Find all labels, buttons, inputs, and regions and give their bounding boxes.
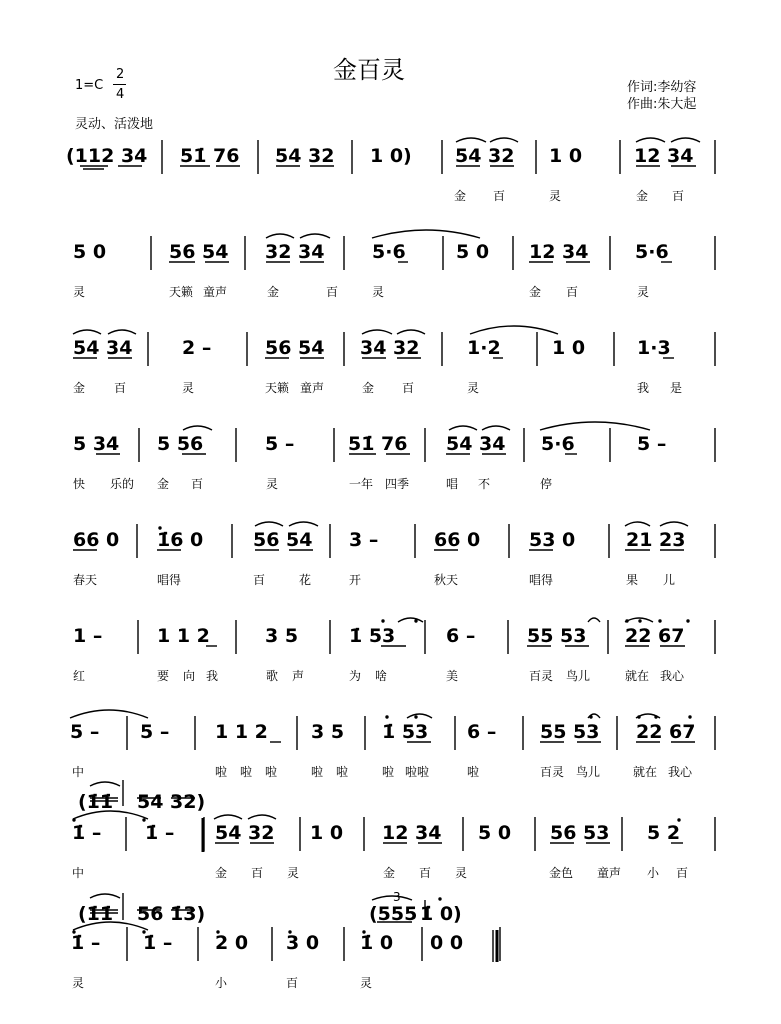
lyric-syllable: 百: [493, 189, 506, 203]
measure-notes: 1̇ –: [71, 932, 101, 954]
measure-notes: 1̇ –: [145, 822, 175, 844]
lyric-syllable: 灵: [266, 477, 279, 491]
measure-notes: 55 53: [527, 625, 587, 647]
slur: [214, 815, 242, 819]
lyric-syllable: 灵: [73, 285, 86, 299]
measure-notes: 2 –: [182, 337, 212, 359]
slur: [362, 330, 392, 334]
measure-notes: 56 54: [253, 529, 313, 551]
lyric-syllable: 鸟儿: [566, 669, 591, 683]
measure-notes: 5 56: [157, 433, 204, 455]
lyric-syllable: 啦: [382, 765, 395, 779]
time-signature-top: 2: [116, 67, 125, 82]
measure-notes: 5·6: [372, 241, 406, 263]
lyric-syllable: 金: [73, 381, 86, 395]
lyric-syllable: 灵: [467, 381, 480, 395]
measure-notes: 54 32: [275, 145, 335, 167]
lyric-syllable: 春天: [73, 573, 98, 587]
octave-dot: [686, 619, 689, 622]
slur: [456, 138, 486, 142]
lyric-syllable: 天籁: [169, 285, 194, 299]
measure-notes: 54 32: [215, 822, 275, 844]
measure-notes: 34 32: [360, 337, 420, 359]
lyric-syllable: 童声: [597, 866, 622, 880]
measure-notes: 66 0: [434, 529, 481, 551]
slur: [70, 710, 148, 718]
slur: [372, 896, 412, 900]
measure-notes: 0 0: [430, 932, 464, 954]
lyric-syllable: 金: [529, 285, 542, 299]
measure-notes: 54 34: [73, 337, 133, 359]
slur: [588, 618, 600, 622]
measure-notes: 5 –: [70, 721, 100, 743]
octave-dot: [385, 715, 388, 718]
lyric-syllable: 小: [215, 976, 228, 990]
lyric-syllable: 啦: [336, 765, 349, 779]
slur: [289, 522, 318, 526]
measure-notes: 1 1 2: [157, 625, 210, 647]
lyric-syllable: 童声: [300, 381, 325, 395]
tempo-marking: 灵动、活泼地: [75, 117, 154, 132]
lyric-syllable: 金: [267, 285, 280, 299]
measure-notes: 21 23: [626, 529, 686, 551]
slur: [90, 782, 120, 786]
measure-notes: 2 0: [215, 932, 249, 954]
octave-dot: [381, 619, 384, 622]
measure-notes: 22 67: [636, 721, 696, 743]
measure-notes: 12 34: [634, 145, 694, 167]
lyric-syllable: 百: [191, 477, 204, 491]
measure-notes: 55 53: [540, 721, 600, 743]
slur: [183, 426, 212, 430]
measure-notes: 6 –: [446, 625, 476, 647]
lyric-syllable: 鸟儿: [576, 765, 601, 779]
slur: [470, 326, 558, 334]
measure-notes: 54 32: [455, 145, 515, 167]
lyric-syllable: 灵: [182, 381, 195, 395]
ossia-notes: (1̇1̇: [78, 903, 114, 925]
measure-notes: 1̇ 0: [360, 932, 394, 954]
measure-notes: 1·2: [467, 337, 501, 359]
ossia-notes: (1̇1̇: [78, 791, 114, 813]
slur: [248, 815, 276, 819]
lyric-syllable: 开: [349, 573, 362, 587]
measure-notes: 5·6: [635, 241, 669, 263]
lyric-syllable: 乐的: [110, 477, 135, 491]
lyric-syllable: 百: [114, 381, 127, 395]
lyric-syllable: 啦: [240, 765, 253, 779]
lyric-syllable: 灵: [287, 866, 300, 880]
measure-notes: 54 34: [446, 433, 506, 455]
song-title: 金百灵: [333, 56, 405, 84]
lyric-syllable: 我: [637, 381, 650, 395]
octave-dot: [438, 897, 441, 900]
measure-notes: 5 –: [140, 721, 170, 743]
lyric-syllable: 红: [73, 669, 86, 683]
lyric-syllable: 儿: [663, 573, 676, 587]
composer-credit: 作曲:朱大起: [627, 97, 697, 112]
lyric-syllable: 百: [566, 285, 579, 299]
slur: [266, 234, 294, 238]
measure-notes: 1̇ –: [72, 822, 102, 844]
lyric-syllable: 灵: [455, 866, 468, 880]
lyric-syllable: 啦: [311, 765, 324, 779]
slur: [90, 894, 120, 898]
measure-notes: 1̇ –: [143, 932, 173, 954]
measure-notes: 5 0: [73, 241, 107, 263]
slur: [398, 618, 423, 622]
slur: [108, 330, 136, 334]
measure-notes: 3 5: [265, 625, 299, 647]
lyric-syllable: 百: [402, 381, 415, 395]
ossia-notes: 54 32): [137, 791, 206, 813]
slur: [300, 234, 330, 238]
lyric-syllable: 歌: [266, 669, 279, 683]
measure-notes: 3 0: [286, 932, 320, 954]
lyric-syllable: 是: [670, 381, 683, 395]
measure-notes: 1 1 2: [215, 721, 268, 743]
lyric-syllable: 为: [349, 669, 362, 683]
lyric-syllable: 啦: [467, 765, 480, 779]
lyric-syllable: 灵: [637, 285, 650, 299]
measure-notes: 1·3: [637, 337, 671, 359]
slur: [490, 138, 518, 142]
lyric-syllable: 金: [157, 477, 170, 491]
measure-notes: 56 54: [265, 337, 325, 359]
measure-notes: 5 0: [456, 241, 490, 263]
measure-notes: 1 0: [310, 822, 344, 844]
lyric-syllable: 果: [626, 573, 639, 587]
lyric-syllable: 金: [454, 189, 467, 203]
triplet-mark: 3: [393, 890, 401, 904]
measure-notes: 3 5: [311, 721, 345, 743]
octave-dot: [688, 715, 691, 718]
slur: [482, 426, 510, 430]
lyric-syllable: 百灵: [529, 669, 554, 683]
measure-notes: 1 –: [73, 625, 103, 647]
lyric-syllable: 快: [73, 477, 86, 491]
lyric-syllable: 唱: [446, 477, 459, 491]
measure-notes: 6 –: [467, 721, 497, 743]
lyric-syllable: 就在: [633, 765, 658, 779]
lyric-syllable: 百: [326, 285, 339, 299]
measure-notes: 5 –: [265, 433, 295, 455]
measure-notes: 51̇ 76: [348, 433, 408, 455]
lyric-syllable: 百灵: [540, 765, 565, 779]
slur: [660, 522, 688, 526]
lyric-syllable: 金: [383, 866, 396, 880]
lyric-syllable: 四季: [385, 477, 410, 491]
lyric-syllable: 灵: [372, 285, 385, 299]
lyricist-credit: 作词:李幼容: [627, 80, 697, 95]
lyric-syllable: 百: [253, 573, 266, 587]
ossia-notes: 1̇ 0): [420, 903, 462, 925]
measure-notes: 53 0: [529, 529, 576, 551]
octave-dot: [414, 715, 417, 718]
lyric-syllable: 百: [251, 866, 264, 880]
octave-dot: [414, 619, 417, 622]
lyric-syllable: 我: [206, 669, 219, 683]
measure-notes: 51̇ 76: [180, 145, 240, 167]
measure-notes: 5·6: [541, 433, 575, 455]
measure-notes: 22 67: [625, 625, 685, 647]
lyric-syllable: 百: [286, 976, 299, 990]
lyric-syllable: 灵: [360, 976, 373, 990]
lyric-syllable: 金色: [549, 866, 574, 880]
measure-notes: 32 34: [265, 241, 325, 263]
lyric-syllable: 唱得: [529, 573, 554, 587]
lyric-syllable: 不: [478, 477, 491, 491]
lyric-syllable: 一年: [349, 477, 374, 491]
lyric-syllable: 我心: [660, 669, 685, 683]
lyric-syllable: 百: [676, 866, 689, 880]
lyric-syllable: 美: [446, 669, 459, 683]
measure-notes: 1̇ 53: [382, 721, 429, 743]
lyric-syllable: 声: [292, 669, 305, 683]
slur: [540, 422, 650, 430]
octave-dot: [638, 619, 641, 622]
measure-notes: 1 0): [370, 145, 412, 167]
lyric-syllable: 停: [540, 477, 553, 491]
slur: [407, 714, 432, 718]
measure-notes: (112 34: [66, 145, 148, 167]
lyric-syllable: 啦: [265, 765, 278, 779]
lyric-syllable: 花: [299, 573, 312, 587]
slur: [449, 426, 477, 430]
octave-dot: [654, 715, 657, 718]
measure-notes: 56 54: [169, 241, 229, 263]
lyric-syllable: 中: [72, 866, 85, 880]
lyric-syllable: 金: [215, 866, 228, 880]
lyric-syllable: 我心: [668, 765, 693, 779]
measure-notes: 12 34: [529, 241, 589, 263]
octave-dot: [589, 715, 592, 718]
measure-notes: 5 34: [73, 433, 120, 455]
slur: [73, 330, 101, 334]
measure-notes: 5 2: [647, 822, 681, 844]
octave-dot: [658, 619, 661, 622]
lyric-syllable: 向: [183, 669, 196, 683]
lyric-syllable: 金: [636, 189, 649, 203]
lyric-syllable: 啥: [375, 669, 388, 683]
ossia-notes: 56 1̇3): [137, 903, 206, 925]
measure-notes: 1̇6 0: [157, 529, 204, 551]
lyric-syllable: 金: [362, 381, 375, 395]
measure-notes: 1 0: [549, 145, 583, 167]
time-signature-bottom: 4: [116, 87, 125, 102]
lyric-syllable: 灵: [549, 189, 562, 203]
slur: [255, 522, 283, 526]
slur: [636, 138, 665, 142]
lyric-syllable: 要: [157, 669, 170, 683]
measure-notes: 56 53: [550, 822, 610, 844]
measure-notes: 5 0: [478, 822, 512, 844]
octave-dot: [637, 715, 640, 718]
measure-notes: 12 34: [382, 822, 442, 844]
lyric-syllable: 中: [72, 765, 85, 779]
lyric-syllable: 百: [672, 189, 685, 203]
ossia-notes: (555: [369, 903, 418, 925]
key-signature: 1=C: [75, 78, 104, 93]
measure-notes: 3 –: [349, 529, 379, 551]
slur: [671, 138, 700, 142]
lyric-syllable: 小: [647, 866, 660, 880]
lyric-syllable: 秋天: [434, 573, 459, 587]
lyric-syllable: 唱得: [157, 573, 182, 587]
measure-notes: 1̇ 53: [349, 625, 396, 647]
lyric-syllable: 就在: [625, 669, 650, 683]
measure-notes: 5 –: [637, 433, 667, 455]
slur: [625, 522, 650, 526]
lyric-syllable: 啦: [215, 765, 228, 779]
lyric-syllable: 童声: [203, 285, 228, 299]
lyric-syllable: 百: [419, 866, 432, 880]
slur: [397, 330, 425, 334]
lyric-syllable: 天籁: [265, 381, 290, 395]
measure-notes: 1 0: [552, 337, 586, 359]
lyric-syllable: 灵: [72, 976, 85, 990]
measure-notes: 66 0: [73, 529, 120, 551]
slur: [372, 230, 480, 238]
octave-dot: [625, 619, 628, 622]
lyric-syllable: 啦啦: [405, 765, 430, 779]
